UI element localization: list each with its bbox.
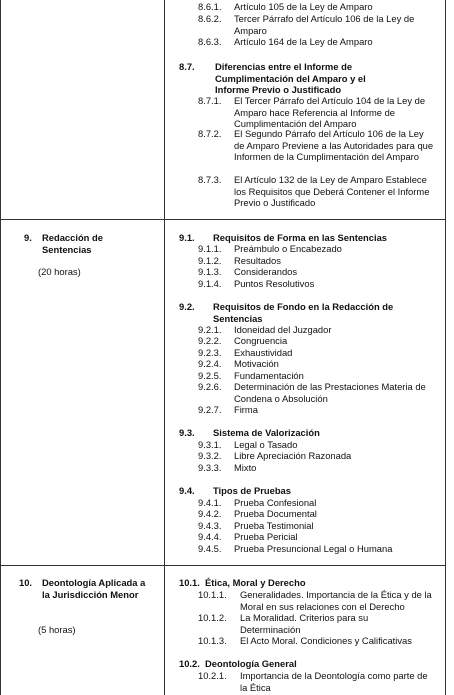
item-text: Prueba Testimonial bbox=[234, 520, 314, 531]
item-number: 8.7.2. bbox=[198, 128, 222, 139]
table-left-border bbox=[0, 0, 1, 695]
list-item bbox=[198, 128, 434, 176]
item-number: 9.3.2. bbox=[198, 450, 222, 461]
item-text: Prueba Documental bbox=[234, 508, 317, 519]
section-number: 8.7. bbox=[179, 61, 195, 72]
item-text: Prueba Presuncional Legal o Humana bbox=[234, 543, 393, 554]
item-number: 9.4.5. bbox=[198, 543, 222, 554]
item-text: Determinación de las Prestaciones Materia de Condena o Absolución bbox=[234, 381, 426, 404]
section-title: Requisitos de Forma en las Sentencias bbox=[213, 232, 388, 243]
list-item bbox=[198, 95, 434, 131]
item-number: 10.2.1. bbox=[198, 670, 227, 681]
list-item bbox=[198, 635, 434, 647]
section-heading bbox=[179, 301, 429, 325]
item-text: Libre Apreciación Razonada bbox=[234, 450, 352, 461]
section-number: 9.4. bbox=[179, 485, 195, 496]
item-number: 8.6.1. bbox=[198, 1, 222, 12]
unit-title: Redacción de Sentencias bbox=[42, 232, 103, 255]
table-right-border bbox=[445, 0, 446, 695]
section-title: Requisitos de Fondo en la Redacción de Sentencias bbox=[213, 301, 394, 324]
section-number: 9.2. bbox=[179, 301, 195, 312]
item-text: Legal o Tasado bbox=[234, 439, 298, 450]
unit-number: 9. bbox=[24, 232, 32, 243]
item-text: Idoneidad del Juzgador bbox=[234, 324, 332, 335]
item-text: Puntos Resolutivos bbox=[234, 278, 315, 289]
section-title: Tipos de Pruebas bbox=[213, 485, 291, 496]
row-divider bbox=[0, 565, 446, 566]
unit-hours: (5 horas) bbox=[38, 624, 76, 635]
item-number: 9.2.2. bbox=[198, 335, 222, 346]
list-item bbox=[198, 612, 434, 636]
item-number: 9.1.4. bbox=[198, 278, 222, 289]
item-number: 9.2.1. bbox=[198, 324, 222, 335]
item-number: 10.1.1. bbox=[198, 589, 227, 600]
list-item bbox=[198, 1, 434, 13]
section-title: Ética, Moral y Derecho bbox=[205, 577, 306, 588]
item-text: Congruencia bbox=[234, 335, 288, 346]
unit-number: 10. bbox=[19, 577, 33, 588]
item-text: Fundamentación bbox=[234, 370, 304, 381]
list-item bbox=[198, 381, 434, 405]
item-number: 9.3.1. bbox=[198, 439, 222, 450]
list-item bbox=[198, 589, 434, 613]
list-item bbox=[198, 462, 434, 474]
item-number: 9.1.2. bbox=[198, 255, 222, 266]
section-title: Diferencias entre el Informe de Cumplimentación del Amparo y el Informe Previo o Justificado bbox=[215, 61, 366, 96]
unit-title: Deontología Aplicada a la Jurisdicción Menor bbox=[42, 577, 146, 600]
item-number: 10.1.2. bbox=[198, 612, 227, 623]
table-column-divider bbox=[164, 0, 165, 695]
section-number: 9.1. bbox=[179, 232, 195, 243]
item-number: 8.6.2. bbox=[198, 13, 222, 24]
item-text: Considerandos bbox=[234, 266, 298, 277]
item-text: Tercer Párrafo del Artículo 106 de la Ley de Amparo bbox=[234, 13, 415, 36]
list-item bbox=[198, 358, 434, 370]
item-number: 9.4.2. bbox=[198, 508, 222, 519]
item-number: 9.2.5. bbox=[198, 370, 222, 381]
section-heading bbox=[179, 61, 429, 97]
item-number: 9.2.4. bbox=[198, 358, 222, 369]
item-text: El Artículo 132 de la Ley de Amparo Establece los Requisitos que Deberá Contener el Informe Previo o Justificado bbox=[234, 174, 430, 209]
section-number: 9.3. bbox=[179, 427, 195, 438]
item-number: 9.4.3. bbox=[198, 520, 222, 531]
list-item bbox=[198, 243, 434, 255]
list-item bbox=[198, 278, 434, 290]
item-text: Firma bbox=[234, 404, 258, 415]
list-item bbox=[198, 543, 434, 555]
item-text: Artículo 105 de la Ley de Amparo bbox=[234, 1, 373, 12]
list-item bbox=[198, 335, 434, 347]
item-text: Generalidades. Importancia de la Ética y de la Moral en sus relaciones con el Derecho bbox=[240, 589, 432, 612]
item-text: Importancia de la Deontología como parte de la Ética bbox=[240, 670, 428, 693]
item-text: Prueba Confesional bbox=[234, 497, 317, 508]
item-text: Mixto bbox=[234, 462, 257, 473]
item-number: 8.7.3. bbox=[198, 174, 222, 185]
item-text: Artículo 164 de la Ley de Amparo bbox=[234, 36, 373, 47]
list-item bbox=[198, 531, 434, 543]
section-title: Sistema de Valorización bbox=[213, 427, 320, 438]
item-text: El Segundo Párrafo del Artículo 106 de la Ley de Amparo Previene a las Autoridades para que Informen de la Cumplimentación del Amparo bbox=[234, 128, 434, 163]
section-heading bbox=[179, 658, 429, 670]
row-divider bbox=[0, 219, 446, 220]
list-item bbox=[198, 174, 434, 210]
section-number: 10.2. bbox=[179, 658, 200, 669]
section-heading bbox=[179, 577, 429, 589]
list-item bbox=[198, 266, 434, 278]
list-item bbox=[198, 670, 434, 694]
item-text: Exhaustividad bbox=[234, 347, 293, 358]
item-text: Resultados bbox=[234, 255, 281, 266]
item-number: 9.3.3. bbox=[198, 462, 222, 473]
item-number: 9.2.7. bbox=[198, 404, 222, 415]
item-number: 9.2.3. bbox=[198, 347, 222, 358]
unit-hours: (20 horas) bbox=[38, 266, 81, 277]
section-heading bbox=[179, 427, 429, 439]
section-number: 10.1. bbox=[179, 577, 200, 588]
list-item bbox=[198, 36, 434, 48]
list-item bbox=[198, 508, 434, 520]
list-item bbox=[198, 13, 434, 37]
item-number: 9.1.3. bbox=[198, 266, 222, 277]
item-number: 9.4.4. bbox=[198, 531, 222, 542]
item-text: La Moralidad. Criterios para su Determinación bbox=[240, 612, 369, 635]
item-text: Preámbulo o Encabezado bbox=[234, 243, 342, 254]
item-number: 9.2.6. bbox=[198, 381, 222, 392]
item-number: 9.1.1. bbox=[198, 243, 222, 254]
section-heading bbox=[179, 485, 429, 497]
item-text: El Acto Moral. Condiciones y Calificativas bbox=[240, 635, 412, 646]
item-number: 8.7.1. bbox=[198, 95, 222, 106]
item-number: 10.1.3. bbox=[198, 635, 227, 646]
section-title: Deontología General bbox=[205, 658, 297, 669]
list-item bbox=[198, 404, 434, 416]
item-text: Prueba Pericial bbox=[234, 531, 298, 542]
item-text: Motivación bbox=[234, 358, 279, 369]
item-text: El Tercer Párrafo del Artículo 104 de la Ley de Amparo hace Referencia al Informe de Cumplimentación del Amparo bbox=[234, 95, 426, 130]
item-number: 8.6.3. bbox=[198, 36, 222, 47]
list-item bbox=[198, 450, 434, 462]
item-number: 9.4.1. bbox=[198, 497, 222, 508]
